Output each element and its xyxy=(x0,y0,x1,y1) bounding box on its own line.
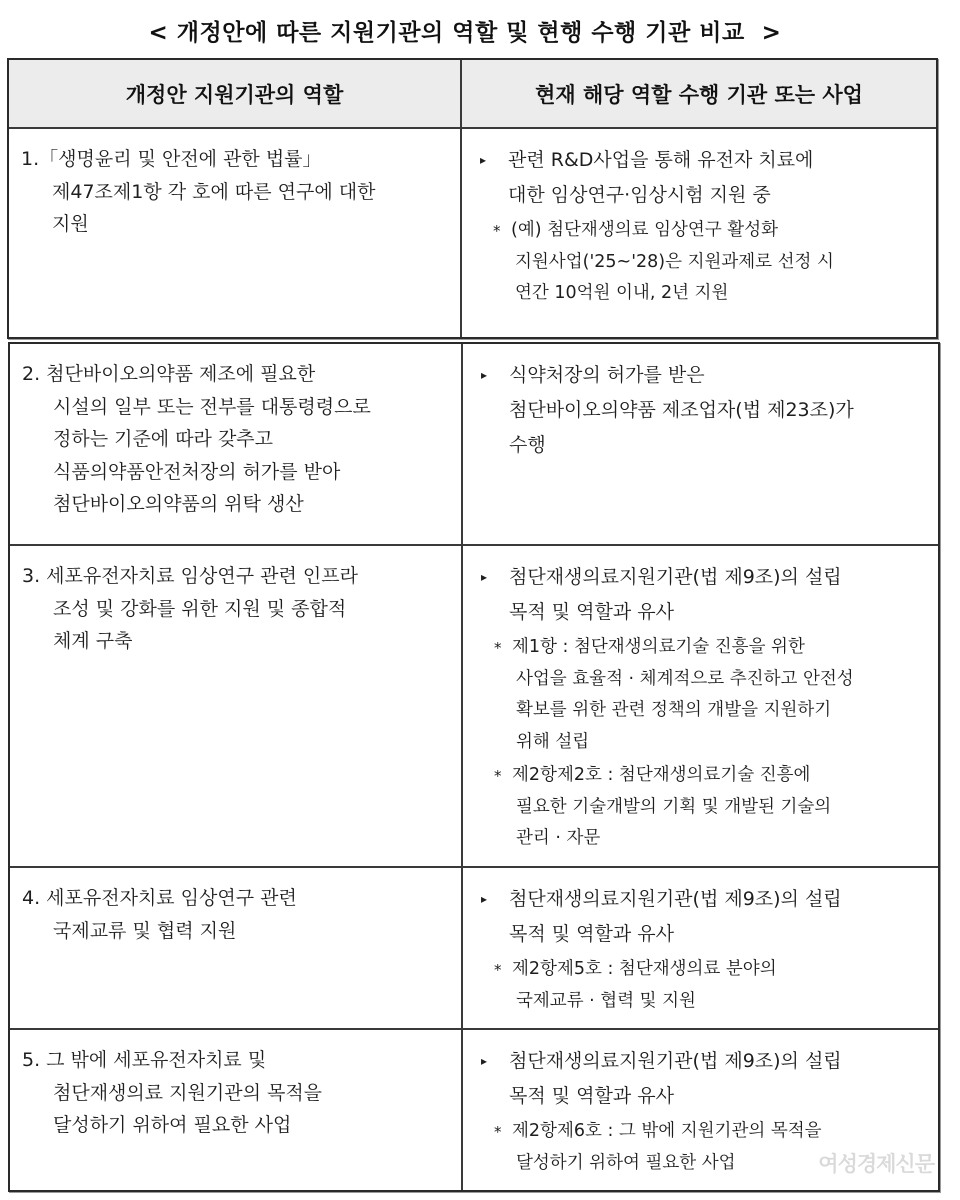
row-5-proposed-role: 5. 그 밖에 세포유전자치료 및 첨단재생의료 지원기관의 목적을 달성하기 위하여 필요한 사업 xyxy=(10,1030,463,1190)
asterisk-icon: * xyxy=(493,222,501,240)
watermark: 여성경제신문 xyxy=(818,1152,934,1176)
row-4-current-agency xyxy=(463,868,938,1028)
triangle-bullet-icon: ▸ xyxy=(481,570,488,584)
table-row-4 xyxy=(10,866,938,1028)
footnote: * 제2항제2호 : 첨단재생의료기술 진흥에 필요한 기술개발의 기획 및 개발된 기술의 관리 · 자문 xyxy=(477,760,930,855)
page-title: < 개정안에 따른 지원기관의 역할 및 현행 수행 기관 비교 > xyxy=(148,20,782,46)
bullet-item: ▸ 첨단재생의료지원기관(법 제9조)의 설립 목적 및 역할과 유사 xyxy=(477,1044,930,1114)
asterisk-icon: * xyxy=(494,767,502,785)
row-3-proposed-role: 3. 세포유전자치료 임상연구 관련 인프라 조성 및 강화를 위한 지원 및 종합적 체계 구축 xyxy=(10,546,463,866)
footnote: * (예) 첨단재생의료 임상연구 활성화 지원사업('25~'28)은 지원과제로 선정 시 연간 10억원 이내, 2년 지원 xyxy=(476,215,928,310)
bullet-item: ▸ 첨단재생의료지원기관(법 제9조)의 설립 목적 및 역할과 유사 xyxy=(477,560,930,630)
triangle-bullet-icon: ▸ xyxy=(481,892,488,906)
bullet-item: ▸ 첨단재생의료지원기관(법 제9조)의 설립 목적 및 역할과 유사 xyxy=(477,882,930,952)
triangle-bullet-icon: ▸ xyxy=(481,1054,488,1068)
row-4-proposed-role: 4. 세포유전자치료 임상연구 관련 국제교류 및 협력 지원 xyxy=(10,868,463,1028)
table-header-row xyxy=(9,60,936,127)
table-row-1 xyxy=(9,127,936,337)
table-row-5 xyxy=(10,1028,938,1190)
row-2-current-agency xyxy=(463,344,938,544)
footnote: * 제2항제5호 : 첨단재생의료 분야의 국제교류 · 협력 및 지원 xyxy=(477,954,930,1017)
bullet-item: ▸ 관련 R&D사업을 통해 유전자 치료에 대한 임상연구·임상시험 지원 중 xyxy=(476,143,928,213)
footnote: * 제1항 : 첨단재생의료기술 진흥을 위한 사업을 효율적 · 체계적으로 추진하고 안전성 확보를 위한 관련 정책의 개발을 지원하기 위해 설립 xyxy=(477,632,930,758)
footnote: * 제2항제6호 : 그 밖에 지원기관의 목적을 달성하기 위하여 필요한 사업 xyxy=(477,1116,930,1179)
row-1-current-agency xyxy=(462,129,936,337)
triangle-bullet-icon: ▸ xyxy=(480,153,487,167)
asterisk-icon: * xyxy=(494,1123,502,1141)
row-1-proposed-role: 1.「생명윤리 및 안전에 관한 법률」 제47조제1항 각 호에 따른 연구에 대한 지원 xyxy=(9,129,462,337)
comparison-table-part-1 xyxy=(7,58,938,339)
asterisk-icon: * xyxy=(494,639,502,657)
row-3-current-agency xyxy=(463,546,938,866)
comparison-table-part-2 xyxy=(8,342,940,1192)
bullet-item: ▸ 식약처장의 허가를 받은 첨단바이오의약품 제조업자(법 제23조)가 수행 xyxy=(477,358,930,463)
table-row-3 xyxy=(10,544,938,866)
header-current-agency: 현재 해당 역할 수행 기관 또는 사업 xyxy=(535,82,863,107)
asterisk-icon: * xyxy=(494,961,502,979)
row-5-current-agency xyxy=(463,1030,938,1190)
row-2-proposed-role: 2. 첨단바이오의약품 제조에 필요한 시설의 일부 또는 전부를 대통령령으로 정하는 기준에 따라 갖추고 식품의약품안전처장의 허가를 받아 첨단바이오의약품의 위탁 생산 xyxy=(10,344,463,544)
header-proposed-role: 개정안 지원기관의 역할 xyxy=(9,60,462,127)
triangle-bullet-icon: ▸ xyxy=(481,368,488,382)
table-row-2 xyxy=(10,344,938,544)
